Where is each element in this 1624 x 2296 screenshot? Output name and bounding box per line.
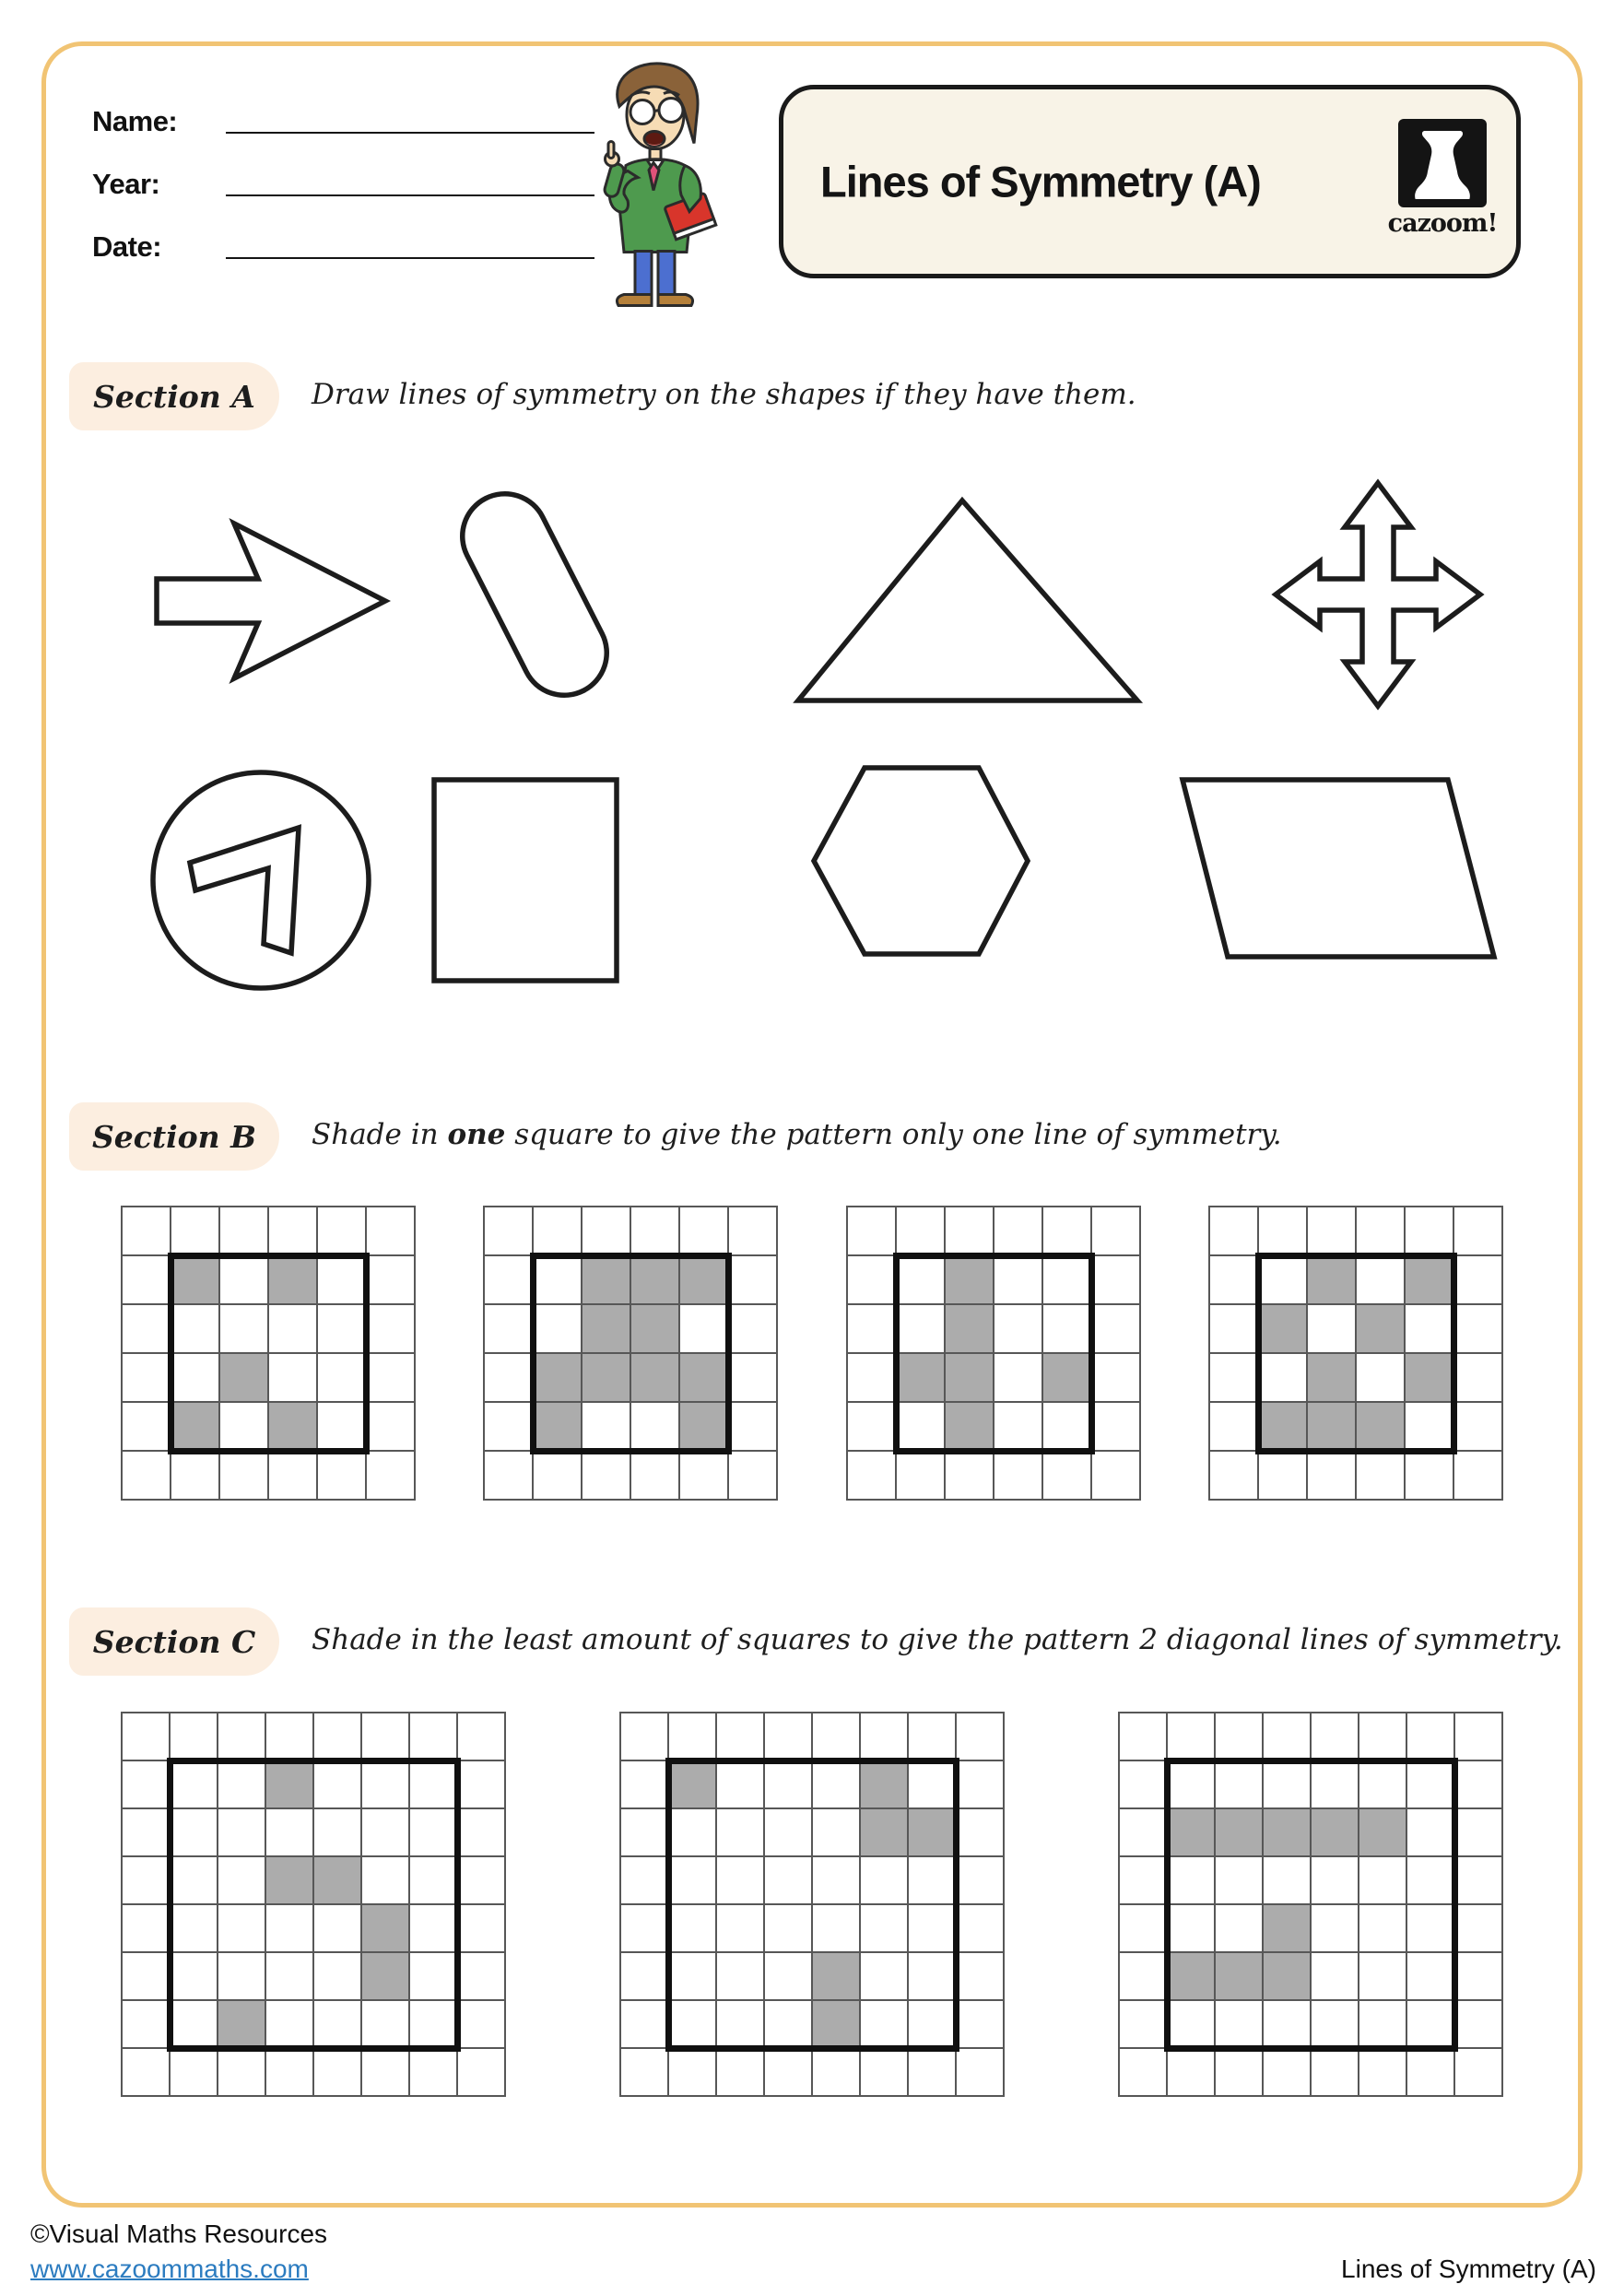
grid-cell — [218, 1713, 265, 1760]
shape-four-way-arrow — [1272, 479, 1486, 712]
grid-cell — [630, 1207, 679, 1255]
grid-cell — [1258, 1207, 1307, 1255]
grid-cell — [728, 1304, 777, 1353]
grid-cell — [582, 1451, 630, 1500]
grid-cell — [1405, 1207, 1453, 1255]
grid-cell — [630, 1451, 679, 1500]
grid-cell — [1454, 1808, 1502, 1856]
cazoom-logo-text: cazoom! — [1387, 209, 1498, 238]
grid-cell — [812, 1713, 860, 1760]
pattern-grid-c1 — [122, 1713, 505, 2096]
grid-cell — [1091, 1353, 1140, 1402]
grid-cell — [1042, 1451, 1091, 1500]
pattern-grid-c3 — [1119, 1713, 1502, 2096]
grid-cell — [728, 1255, 777, 1304]
grid-cell — [1091, 1402, 1140, 1451]
grid-cell — [679, 1451, 728, 1500]
grid-cell — [457, 1904, 505, 1952]
grid-cell — [728, 1451, 777, 1500]
grid-cell — [1359, 2048, 1406, 2096]
pattern-boundary-square — [665, 1758, 959, 2052]
grid-cell — [896, 1207, 945, 1255]
grid-cell — [620, 1904, 668, 1952]
grid-cell — [268, 1451, 317, 1500]
grid-cell — [1453, 1304, 1502, 1353]
section-c-grids-row — [122, 1713, 1502, 2096]
section-b-label: Section B — [91, 1118, 257, 1155]
grid-cell — [484, 1207, 533, 1255]
grid-cell — [620, 2000, 668, 2048]
pattern-boundary-square — [168, 1253, 370, 1454]
grid-cell — [457, 2048, 505, 2096]
grid-cell — [122, 2048, 170, 2096]
grid-cell — [457, 1856, 505, 1904]
grid-cell — [620, 1713, 668, 1760]
name-write-line — [226, 132, 594, 134]
grid-cell — [1258, 1451, 1307, 1500]
grid-cell — [1167, 2048, 1215, 2096]
section-c-pill — [69, 1607, 279, 1676]
date-write-line — [226, 257, 594, 259]
section-a-label: Section A — [93, 378, 255, 415]
pattern-boundary-square — [530, 1253, 732, 1454]
shape-circle-with-bent-arrow — [147, 767, 374, 994]
grid-cell — [679, 1207, 728, 1255]
grid-cell — [265, 2048, 313, 2096]
grid-cell — [668, 2048, 716, 2096]
date-label: Date: — [92, 230, 162, 263]
grid-cell — [170, 1713, 218, 1760]
teacher-character-illustration — [567, 55, 742, 312]
pattern-boundary-square — [1255, 1253, 1457, 1454]
footer-website-link[interactable]: www.cazoommaths.com — [30, 2255, 309, 2283]
grid-cell — [812, 2048, 860, 2096]
grid-cell — [1263, 2048, 1311, 2096]
section-b-instruction-bold: one — [447, 1118, 506, 1151]
grid-cell — [1356, 1207, 1405, 1255]
grid-cell — [366, 1451, 415, 1500]
grid-cell — [1359, 1713, 1406, 1760]
pattern-boundary-square — [1164, 1758, 1458, 2052]
grid-cell — [484, 1304, 533, 1353]
grid-cell — [956, 1760, 1004, 1808]
grid-cell — [994, 1207, 1042, 1255]
grid-cell — [620, 1856, 668, 1904]
section-b-instruction-prefix: Shade in — [312, 1118, 448, 1151]
grid-cell — [847, 1451, 896, 1500]
grid-cell — [457, 1713, 505, 1760]
year-label: Year: — [92, 168, 160, 200]
grid-cell — [956, 1713, 1004, 1760]
grid-cell — [668, 1713, 716, 1760]
grid-cell — [122, 1760, 170, 1808]
grid-cell — [1311, 1713, 1359, 1760]
grid-cell — [457, 1760, 505, 1808]
grid-cell — [122, 1207, 171, 1255]
grid-cell — [1453, 1255, 1502, 1304]
grid-cell — [457, 1952, 505, 2000]
grid-cell — [1119, 1856, 1167, 1904]
section-b-pill — [69, 1102, 279, 1171]
grid-cell — [728, 1207, 777, 1255]
grid-cell — [1209, 1207, 1258, 1255]
shape-triangle — [793, 496, 1143, 706]
grid-cell — [1311, 2048, 1359, 2096]
grid-cell — [457, 2000, 505, 2048]
section-a-pill — [69, 362, 279, 430]
grid-cell — [122, 1402, 171, 1451]
grid-cell — [860, 1713, 908, 1760]
grid-cell — [1356, 1451, 1405, 1500]
grid-cell — [1215, 1713, 1263, 1760]
section-b-instruction-suffix: square to give the pattern only one line of symmetry. — [505, 1118, 1282, 1151]
section-c-label: Section C — [92, 1623, 256, 1660]
grid-cell — [1453, 1353, 1502, 1402]
grid-cell — [1119, 1952, 1167, 2000]
cazoom-logo-icon — [1398, 119, 1487, 207]
section-b-instruction — [312, 1118, 1282, 1151]
grid-cell — [945, 1451, 994, 1500]
grid-cell — [366, 1255, 415, 1304]
grid-cell — [1263, 1713, 1311, 1760]
worksheet-title: Lines of Symmetry (A) — [820, 157, 1261, 206]
grid-cell — [366, 1304, 415, 1353]
grid-cell — [908, 2048, 956, 2096]
grid-cell — [1454, 2048, 1502, 2096]
grid-cell — [1454, 1856, 1502, 1904]
grid-cell — [1091, 1255, 1140, 1304]
shape-block-arrow-right — [153, 509, 389, 693]
grid-cell — [218, 2048, 265, 2096]
shape-hexagon — [809, 763, 1032, 959]
grid-cell — [860, 2048, 908, 2096]
grid-cell — [1091, 1207, 1140, 1255]
grid-cell — [716, 2048, 764, 2096]
grid-cell — [1119, 1904, 1167, 1952]
grid-cell — [1042, 1207, 1091, 1255]
grid-cell — [484, 1353, 533, 1402]
grid-cell — [122, 1713, 170, 1760]
grid-cell — [1215, 2048, 1263, 2096]
pattern-boundary-square — [167, 1758, 461, 2052]
grid-cell — [908, 1713, 956, 1760]
grid-cell — [361, 1713, 409, 1760]
grid-cell — [1405, 1451, 1453, 1500]
cazoom-logo — [1387, 119, 1498, 238]
footer-copyright: ©Visual Maths Resources — [30, 2219, 328, 2248]
shape-tilted-capsule — [415, 479, 654, 710]
grid-cell — [265, 1713, 313, 1760]
grid-cell — [896, 1451, 945, 1500]
grid-cell — [1307, 1451, 1356, 1500]
grid-cell — [716, 1713, 764, 1760]
grid-cell — [317, 1207, 366, 1255]
pattern-grid-b4 — [1209, 1207, 1502, 1500]
grid-cell — [728, 1353, 777, 1402]
grid-cell — [764, 2048, 812, 2096]
grid-cell — [1209, 1304, 1258, 1353]
grid-cell — [409, 2048, 457, 2096]
grid-cell — [994, 1451, 1042, 1500]
grid-cell — [1091, 1304, 1140, 1353]
grid-cell — [1209, 1353, 1258, 1402]
grid-cell — [1454, 1760, 1502, 1808]
grid-cell — [122, 1952, 170, 2000]
grid-cell — [122, 2000, 170, 2048]
section-b-grids-row — [122, 1207, 1502, 1500]
grid-cell — [1453, 1451, 1502, 1500]
grid-cell — [1119, 1760, 1167, 1808]
grid-cell — [457, 1808, 505, 1856]
grid-cell — [219, 1207, 268, 1255]
grid-cell — [170, 2048, 218, 2096]
grid-cell — [1209, 1255, 1258, 1304]
grid-cell — [122, 1304, 171, 1353]
grid-cell — [533, 1207, 582, 1255]
grid-cell — [1453, 1207, 1502, 1255]
grid-cell — [847, 1353, 896, 1402]
grid-cell — [122, 1451, 171, 1500]
grid-cell — [956, 1904, 1004, 1952]
grid-cell — [1406, 1713, 1454, 1760]
grid-cell — [1119, 2000, 1167, 2048]
grid-cell — [620, 2048, 668, 2096]
grid-cell — [956, 1856, 1004, 1904]
date-field-row — [92, 218, 594, 264]
grid-cell — [409, 1713, 457, 1760]
pattern-grid-b2 — [484, 1207, 777, 1500]
grid-cell — [1406, 2048, 1454, 2096]
shape-square — [431, 777, 619, 983]
section-a-instruction: Draw lines of symmetry on the shapes if they have them. — [312, 378, 1136, 411]
grid-cell — [1119, 1808, 1167, 1856]
grid-cell — [1454, 1952, 1502, 2000]
pattern-grid-b3 — [847, 1207, 1140, 1500]
grid-cell — [1119, 1713, 1167, 1760]
grid-cell — [533, 1451, 582, 1500]
grid-cell — [847, 1402, 896, 1451]
grid-cell — [847, 1207, 896, 1255]
grid-cell — [219, 1451, 268, 1500]
grid-cell — [956, 2000, 1004, 2048]
year-write-line — [226, 194, 594, 196]
grid-cell — [620, 1952, 668, 2000]
grid-cell — [317, 1451, 366, 1500]
grid-cell — [313, 1713, 361, 1760]
grid-cell — [1209, 1402, 1258, 1451]
grid-cell — [171, 1451, 219, 1500]
grid-cell — [361, 2048, 409, 2096]
grid-cell — [122, 1353, 171, 1402]
grid-cell — [1167, 1713, 1215, 1760]
grid-cell — [945, 1207, 994, 1255]
student-fields — [92, 92, 594, 280]
grid-cell — [764, 1713, 812, 1760]
name-label: Name: — [92, 105, 178, 137]
grid-cell — [956, 2048, 1004, 2096]
grid-cell — [171, 1207, 219, 1255]
grid-cell — [484, 1255, 533, 1304]
grid-cell — [1454, 1713, 1502, 1760]
grid-cell — [956, 1952, 1004, 2000]
grid-cell — [1307, 1207, 1356, 1255]
year-field-row — [92, 155, 594, 201]
grid-cell — [268, 1207, 317, 1255]
grid-cell — [366, 1402, 415, 1451]
grid-cell — [1454, 1904, 1502, 1952]
grid-cell — [620, 1760, 668, 1808]
grid-cell — [122, 1808, 170, 1856]
grid-cell — [484, 1451, 533, 1500]
section-c-instruction: Shade in the least amount of squares to give the pattern 2 diagonal lines of symmetry. — [312, 1623, 1563, 1656]
worksheet-title-box — [779, 85, 1521, 278]
grid-cell — [728, 1402, 777, 1451]
grid-cell — [956, 1808, 1004, 1856]
pattern-grid-c2 — [620, 1713, 1004, 2096]
pattern-boundary-square — [893, 1253, 1095, 1454]
shape-parallelogram — [1178, 776, 1499, 961]
grid-cell — [366, 1207, 415, 1255]
grid-cell — [620, 1808, 668, 1856]
grid-cell — [1453, 1402, 1502, 1451]
grid-cell — [1209, 1451, 1258, 1500]
grid-cell — [847, 1255, 896, 1304]
grid-cell — [484, 1402, 533, 1451]
grid-cell — [1454, 2000, 1502, 2048]
grid-cell — [122, 1904, 170, 1952]
pattern-grid-b1 — [122, 1207, 415, 1500]
grid-cell — [582, 1207, 630, 1255]
grid-cell — [122, 1856, 170, 1904]
name-field-row — [92, 92, 594, 138]
grid-cell — [847, 1304, 896, 1353]
grid-cell — [1091, 1451, 1140, 1500]
grid-cell — [122, 1255, 171, 1304]
footer-doc-title: Lines of Symmetry (A) — [1341, 2255, 1596, 2283]
grid-cell — [366, 1353, 415, 1402]
grid-cell — [1119, 2048, 1167, 2096]
grid-cell — [313, 2048, 361, 2096]
